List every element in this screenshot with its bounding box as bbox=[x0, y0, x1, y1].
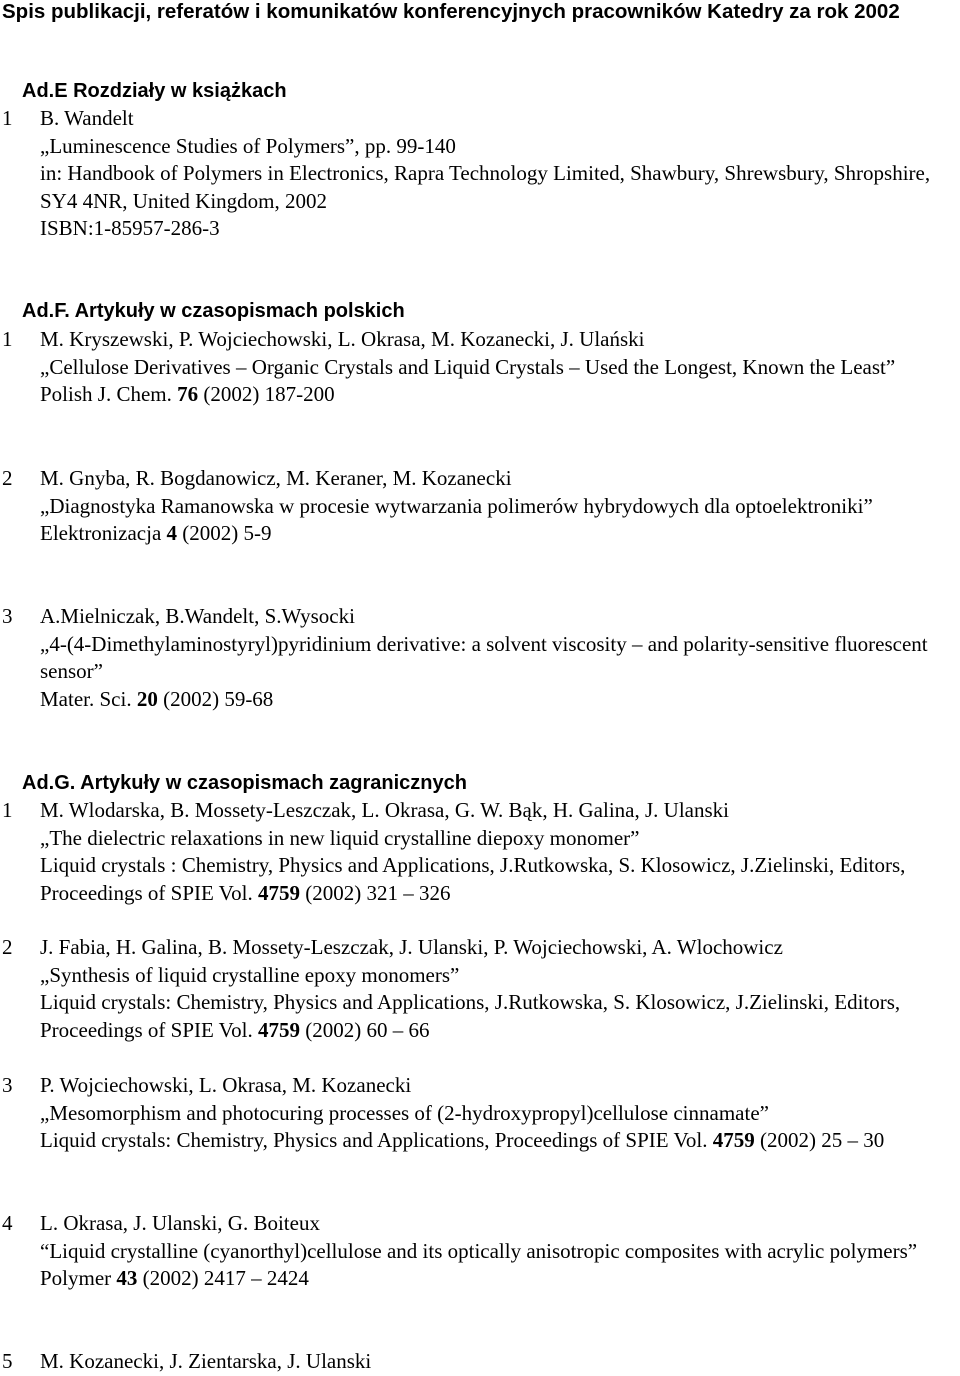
entry-pages: (2002) 5-9 bbox=[182, 521, 272, 545]
list-item bbox=[0, 326, 960, 409]
entry-volume: 4 bbox=[166, 521, 178, 545]
entry-pages: (2002) 187-200 bbox=[203, 382, 335, 406]
entry-number: 3 bbox=[2, 1073, 13, 1097]
entry-volume: 20 bbox=[136, 686, 158, 711]
entry-authors: J. Fabia, H. Galina, B. Mossety-Leszczak, J. Ulanski, P. Wojciechowski, A. Wlochowicz bbox=[40, 935, 783, 959]
entry-authors: B. Wandelt bbox=[40, 106, 134, 130]
entry-title: „Synthesis of liquid crystalline epoxy monomers” bbox=[40, 962, 460, 987]
entry-isbn: ISBN:1-85957-286-3 bbox=[40, 216, 220, 240]
entry-authors: L. Okrasa, J. Ulanski, G. Boiteux bbox=[40, 1211, 320, 1235]
entry-authors: M. Kozanecki, J. Zientarska, J. Ulanski bbox=[40, 1349, 372, 1373]
entry-number: 2 bbox=[2, 466, 13, 490]
entry-title: „Cellulose Derivatives – Organic Crystals and Liquid Crystals – Used the Longest, Known the Least” bbox=[40, 354, 896, 379]
list-item bbox=[0, 1072, 960, 1155]
list-item bbox=[0, 603, 960, 713]
entry-number: 2 bbox=[2, 935, 13, 959]
entry-number: 4 bbox=[2, 1211, 13, 1235]
entry-journal: Mater. Sci. bbox=[40, 686, 132, 711]
list-item bbox=[0, 1210, 960, 1293]
entry-citation bbox=[40, 520, 958, 548]
entry-authors: M. Kryszewski, P. Wojciechowski, L. Okrasa, M. Kozanecki, J. Ulański bbox=[40, 327, 645, 351]
entry-title: “Liquid crystalline (cyanorthyl)cellulose and its optically anisotropic composites with acrylic polymers” bbox=[40, 1238, 918, 1263]
entry-citation bbox=[40, 1265, 958, 1293]
entry-title: „Luminescence Studies of Polymers”, pp. 99-140 bbox=[40, 133, 456, 158]
list-item bbox=[0, 934, 960, 1044]
entry-volume: 4759 bbox=[712, 1128, 755, 1152]
entry-title: „4-(4-Dimethylaminostyryl)pyridinium derivative: a solvent viscosity – and polarity-sensitive fluorescent sensor” bbox=[40, 631, 928, 683]
entry-authors: P. Wojciechowski, L. Okrasa, M. Kozanecki bbox=[40, 1073, 412, 1097]
entry-citation bbox=[40, 852, 958, 907]
entry-citation bbox=[40, 686, 958, 714]
entry-number: 1 bbox=[2, 106, 13, 130]
list-item bbox=[0, 1348, 960, 1376]
entry-number: 5 bbox=[2, 1349, 13, 1373]
entry-pages: (2002) 25 – 30 bbox=[760, 1128, 885, 1152]
entry-journal: Liquid crystals : Chemistry, Physics and Applications, J.Rutkowska, S. Klosowicz, J.Zielinski, Editors, Proceedings of SPIE Vol. bbox=[40, 853, 906, 905]
entry-journal: Elektronizacja bbox=[40, 521, 162, 545]
entry-citation bbox=[40, 1127, 958, 1155]
section-heading-f: Ad.F. Artykuły w czasopismach polskich bbox=[22, 300, 405, 322]
entry-number: 1 bbox=[2, 327, 13, 351]
entry-title: „The dielectric relaxations in new liquid crystalline diepoxy monomer” bbox=[40, 825, 640, 850]
document-title: Spis publikacji, referatów i komunikatów konferencyjnych pracowników Katedry za rok 2002 bbox=[2, 0, 900, 23]
list-item bbox=[0, 797, 960, 907]
entry-pages: (2002) 59-68 bbox=[163, 686, 274, 711]
entry-title: „Diagnostyka Ramanowska w procesie wytwarzania polimerów hybrydowych dla optoelektroniki” bbox=[40, 493, 873, 518]
entry-authors: M. Gnyba, R. Bogdanowicz, M. Keraner, M. Kozanecki bbox=[40, 466, 512, 490]
entry-journal: Polymer bbox=[40, 1266, 112, 1290]
entry-volume: 43 bbox=[116, 1266, 138, 1290]
entry-pages: (2002) 321 – 326 bbox=[305, 880, 451, 905]
entry-pages: (2002) 60 – 66 bbox=[305, 1017, 430, 1042]
section-heading-e: Ad.E Rozdziały w książkach bbox=[22, 80, 287, 102]
entry-citation bbox=[40, 381, 958, 409]
entry-authors: A.Mielniczak, B.Wandelt, S.Wysocki bbox=[40, 604, 355, 628]
entry-authors: M. Wlodarska, B. Mossety-Leszczak, L. Okrasa, G. W. Bąk, H. Galina, J. Ulanski bbox=[40, 798, 729, 822]
entry-source: in: Handbook of Polymers in Electronics, Rapra Technology Limited, Shawbury, Shrewsbury, Shropshire, SY4 4NR, United Kingdom, 2002 bbox=[40, 161, 931, 213]
entry-journal: Polish J. Chem. bbox=[40, 382, 172, 406]
section-heading-g: Ad.G. Artykuły w czasopismach zagranicznych bbox=[22, 772, 467, 794]
list-item bbox=[0, 105, 960, 243]
entry-journal: Liquid crystals: Chemistry, Physics and Applications, J.Rutkowska, S. Klosowicz, J.Zielinski, Editors, Proceedings of SPIE Vol. bbox=[40, 990, 901, 1042]
entry-volume: 76 bbox=[177, 382, 199, 406]
entry-pages: (2002) 2417 – 2424 bbox=[142, 1266, 309, 1290]
entry-volume: 4759 bbox=[257, 1017, 300, 1042]
entry-number: 1 bbox=[2, 798, 13, 822]
entry-citation bbox=[40, 989, 958, 1044]
list-item bbox=[0, 465, 960, 548]
entry-journal: Liquid crystals: Chemistry, Physics and Applications, Proceedings of SPIE Vol. bbox=[40, 1128, 708, 1152]
entry-number: 3 bbox=[2, 604, 13, 628]
entry-volume: 4759 bbox=[257, 880, 300, 905]
entry-title: „Mesomorphism and photocuring processes of (2-hydroxypropyl)cellulose cinnamate” bbox=[40, 1100, 769, 1125]
